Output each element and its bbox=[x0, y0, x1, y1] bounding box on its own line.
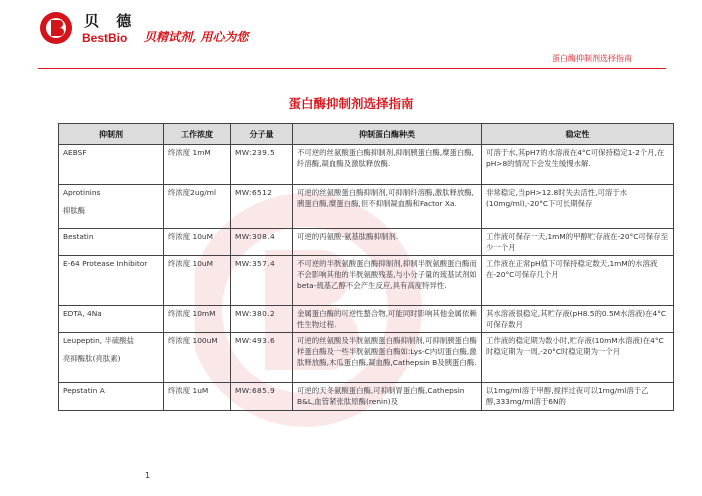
brand-name-en: BestBio bbox=[82, 31, 128, 45]
table-row bbox=[59, 333, 674, 383]
page-number: 1 bbox=[145, 471, 151, 480]
cell-target: 可逆的天冬氨酸蛋白酶,可抑制胃蛋白酶,Cathepsin B&L,血管紧张肽原酶(renin)及 bbox=[293, 383, 482, 411]
header-concentration: 工作浓度 bbox=[164, 124, 231, 145]
cell-name bbox=[59, 306, 164, 333]
cell-concentration: 终浓度 100uM bbox=[164, 333, 231, 383]
inhibitor-name: Bestatin bbox=[63, 232, 94, 241]
cell-name bbox=[59, 256, 164, 306]
cell-concentration: 终浓度 1uM bbox=[164, 383, 231, 411]
bestbio-logo-icon bbox=[38, 10, 76, 46]
cell-name bbox=[59, 333, 164, 383]
header-doc-title: 蛋白酶抑制剂选择指南 bbox=[552, 54, 632, 63]
inhibitor-name: Leupeptin, 半硫酸盐 bbox=[63, 336, 135, 345]
cell-stability: 工作液在正常pH值下可保持稳定数天,1mM的水溶液在-20°C可保存几个月 bbox=[482, 256, 674, 306]
cell-name bbox=[59, 145, 164, 185]
cell-stability: 工作液可保存一天,1mM的甲醇贮存液在-20°C可保存至少一个月 bbox=[482, 229, 674, 256]
inhibitor-name: Aprotinins bbox=[63, 188, 101, 197]
inhibitor-alias: 亮抑酶肽(亮肽素) bbox=[63, 354, 121, 363]
brand-slogan: 贝精试剂, 用心为您 bbox=[144, 30, 249, 44]
table-row bbox=[59, 256, 674, 306]
cell-concentration: 终浓度 1mM bbox=[164, 145, 231, 185]
cell-name bbox=[59, 229, 164, 256]
inhibitor-alias: 抑肽酶 bbox=[63, 206, 86, 215]
cell-name bbox=[59, 185, 164, 229]
cell-target: 金属蛋白酶的可逆性螯合物,可能同时影响其他金属依赖性生物过程. bbox=[293, 306, 482, 333]
cell-target: 不可逆的丝氨酸蛋白酶抑制剂,抑制胰蛋白酶,糜蛋白酶,纤溶酶,凝血酶及激肽释放酶. bbox=[293, 145, 482, 185]
table-header-row bbox=[59, 124, 674, 145]
inhibitor-name: AEBSF bbox=[63, 148, 87, 157]
cell-mw: MW:308.4 bbox=[231, 229, 293, 256]
cell-mw: MW:685.9 bbox=[231, 383, 293, 411]
table-row bbox=[59, 145, 674, 185]
page-title: 蛋白酶抑制剂选择指南 bbox=[288, 96, 414, 111]
inhibitor-table bbox=[58, 123, 674, 411]
inhibitor-name: E-64 Protease Inhibitor bbox=[63, 259, 148, 268]
cell-target: 可逆的丝氨酸及半胱氨酸蛋白酶抑制剂,可抑制胰蛋白酶样蛋白酶及一些半胱氨酸蛋白酶如:Lys-C内切蛋白酶,激肽释放酶,木瓜蛋白酶,凝血酶,Cathepsin B及胰蛋白酶. bbox=[293, 333, 482, 383]
cell-target: 可逆的丝氨酸蛋白酶抑制剂,可抑制纤溶酶,激肽释放酶,胰蛋白酶,糜蛋白酶,但不抑制凝血酶和Factor Xa. bbox=[293, 185, 482, 229]
header-inhibitor: 抑制剂 bbox=[59, 124, 164, 145]
header-stability: 稳定性 bbox=[482, 124, 674, 145]
cell-mw: MW:493.6 bbox=[231, 333, 293, 383]
cell-mw: MW:380.2 bbox=[231, 306, 293, 333]
header-divider bbox=[38, 68, 666, 69]
cell-stability: 工作液的稳定期为数小时,贮存液(10mM水溶液)在4°C时稳定期为一周,-20°C时稳定期为一个月 bbox=[482, 333, 674, 383]
cell-concentration: 终浓度 10uM bbox=[164, 229, 231, 256]
header-molecular-weight: 分子量 bbox=[231, 124, 293, 145]
table-row bbox=[59, 306, 674, 333]
cell-stability: 可溶于水,其pH7的水溶液在4°C可保持稳定1-2个月,在pH>8的情况下会发生缓慢水解. bbox=[482, 145, 674, 185]
cell-mw: MW:239.5 bbox=[231, 145, 293, 185]
cell-target: 不可逆的半胱氨酸蛋白酶抑制剂,抑制半胱氨酸蛋白酶而不会影响其他的半胱氨酸残基,与小分子量的巯基试剂如beta-巯基乙醇不会产生反应,具有高度特异性. bbox=[293, 256, 482, 306]
cell-concentration: 终浓度 10mM bbox=[164, 306, 231, 333]
header-protease-types: 抑制蛋白酶种类 bbox=[293, 124, 482, 145]
cell-stability: 非常稳定,当pH>12.8时失去活性,可溶于水(10mg/ml),-20°C下可长期保存 bbox=[482, 185, 674, 229]
inhibitor-name: EDTA, 4Na bbox=[63, 309, 102, 318]
brand-name-cn: 贝 德 bbox=[84, 12, 138, 30]
table-row bbox=[59, 185, 674, 229]
table-row bbox=[59, 229, 674, 256]
cell-name bbox=[59, 383, 164, 411]
table-row bbox=[59, 383, 674, 411]
inhibitor-name: Pepstatin A bbox=[63, 386, 105, 395]
cell-stability: 其水溶液很稳定,其贮存液(pH8.5的0.5M水溶液)在4°C可保存数月 bbox=[482, 306, 674, 333]
cell-mw: MW:357.4 bbox=[231, 256, 293, 306]
cell-target: 可逆的丙氨酸-氨基肽酶抑制剂. bbox=[293, 229, 482, 256]
page-header bbox=[0, 0, 702, 78]
cell-stability: 以1mg/ml溶于甲醇,搅拌过夜可以1mg/ml溶于乙醇,333mg/ml溶于6N的 bbox=[482, 383, 674, 411]
cell-concentration: 终浓度 10uM bbox=[164, 256, 231, 306]
cell-concentration: 终浓度2ug/ml bbox=[164, 185, 231, 229]
cell-mw: MW:6512 bbox=[231, 185, 293, 229]
